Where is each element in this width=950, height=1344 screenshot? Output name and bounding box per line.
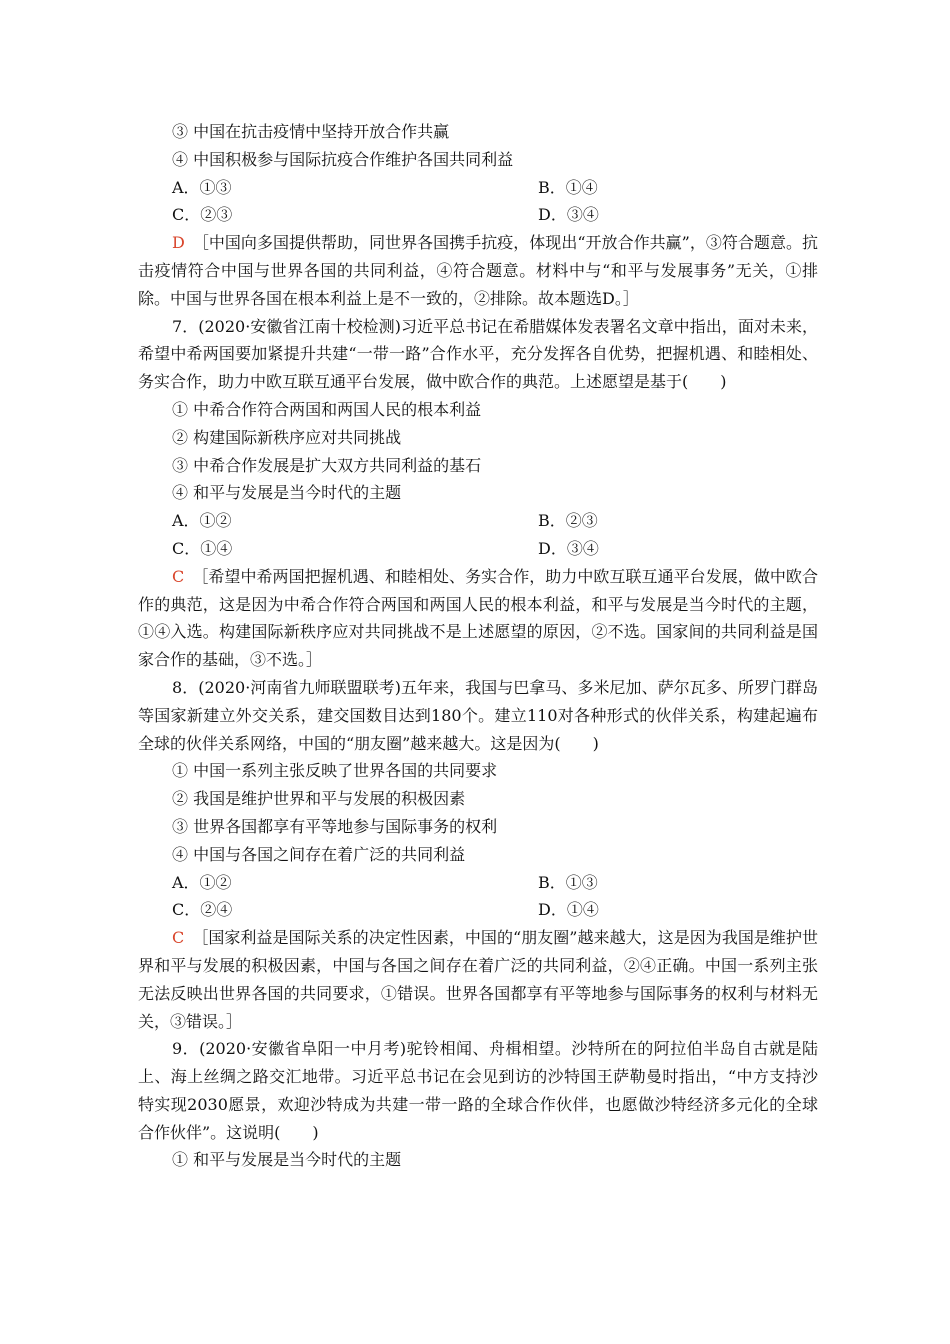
q7-item-1: ① 中希合作符合两国和两国人民的根本利益: [172, 399, 482, 419]
q6-option-b: B．①④: [538, 177, 598, 197]
q8-answer-letter: C: [172, 928, 185, 948]
q7-answer-letter: C: [172, 566, 185, 586]
q8-option-a: A．①②: [172, 872, 232, 892]
q9-stem: 9．(2020·安徽省阜阳一中月考)驼铃相闻、舟楫相望。沙特所在的阿拉伯半岛自古就是陆上、海上丝绸之路交汇地带。习近平总书记在会见到访的沙特国王萨勒曼时指出，“中方支持沙特实现2030愿景，欢迎沙特成为共建一带一路的全球合作伙伴，也愿做沙特经济多元化的全球合作伙伴”。这说明( ): [138, 1039, 818, 1142]
q6-explanation: ［中国向多国提供帮助，同世界各国携手抗疫，体现出“开放合作共赢”，③符合题意。抗击疫情符合中国与世界各国的共同利益，④符合题意。材料中与“和平与发展事务”无关，①排除。中国与世界各国在根本利益上是不一致的，②排除。故本题选D。］: [138, 233, 818, 308]
q7-options-row-2: [138, 535, 818, 563]
q7-options-row-1: [138, 507, 818, 535]
q7-item-4: ④ 和平与发展是当今时代的主题: [172, 483, 402, 503]
q6-option-a: A．①③: [172, 177, 232, 197]
q7-option-c: C．①④: [172, 538, 233, 558]
question-8: [138, 674, 818, 1035]
q6-item-3: ③ 中国在抗击疫情中坚持开放合作共赢: [172, 122, 450, 141]
q7-item-3: ③ 中希合作发展是扩大双方共同利益的基石: [172, 455, 482, 475]
question-6: [138, 118, 818, 313]
question-7: [138, 313, 818, 674]
q7-explanation: ［希望中希两国把握机遇、和睦相处、务实合作，助力中欧互联互通平台发展，做中欧合作的典范，这是因为中希合作符合两国和两国人民的根本利益，和平与发展是当今时代的主题，①④入选。构建国际新秩序应对共同挑战不是上述愿望的原因，②不选。国家间的共同利益是国家合作的基础，③不选。］: [138, 566, 818, 670]
q8-item-1: ① 中国一系列主张反映了世界各国的共同要求: [172, 761, 498, 781]
q6-options-row-1: [138, 174, 818, 202]
q7-option-d: D．③④: [538, 538, 599, 558]
document-page: [138, 118, 818, 1174]
q8-stem: 8．(2020·河南省九师联盟联考)五年来，我国与巴拿马、多米尼加、萨尔瓦多、所罗门群岛等国家新建立外交关系，建交国数目达到180个。建立110对各种形式的伙伴关系，构建起遍布全球的伙伴关系网络，中国的“朋友圈”越来越大。这是因为( ): [138, 677, 818, 753]
q8-answer: [138, 924, 818, 1035]
q9-item-1: ① 和平与发展是当今时代的主题: [172, 1150, 402, 1170]
q8-options-row-1: [138, 869, 818, 897]
q7-answer: [138, 563, 818, 674]
q7-option-b: B．②③: [538, 511, 598, 531]
q7-stem: 7．(2020·安徽省江南十校检测)习近平总书记在希腊媒体发表署名文章中指出，面对未来，希望中希两国要加紧提升共建“一带一路”合作水平，充分发挥各自优势，把握机遇、和睦相处、务实合作，助力中欧互联互通平台发展，做中欧合作的典范。上述愿望是基于( ): [138, 316, 818, 392]
q8-item-4: ④ 中国与各国之间存在着广泛的共同利益: [172, 844, 466, 864]
q7-option-a: A．①②: [172, 511, 232, 531]
q6-option-d: D．③④: [538, 205, 599, 225]
q8-explanation: ［国家利益是国际关系的决定性因素，中国的“朋友圈”越来越大，这是因为我国是维护世界和平与发展的积极因素，中国与各国之间存在着广泛的共同利益，②④正确。中国一系列主张无法反映出世界各国的共同要求，①错误。世界各国都享有平等地参与国际事务的权利与材料无关，③错误。］: [138, 928, 818, 1031]
q6-item-4: ④ 中国积极参与国际抗疫合作维护各国共同利益: [172, 149, 514, 169]
question-9: [138, 1035, 818, 1174]
q8-option-d: D．①④: [538, 900, 599, 920]
q8-options-row-2: [138, 896, 818, 924]
q8-item-3: ③ 世界各国都享有平等地参与国际事务的权利: [172, 816, 498, 836]
q6-answer: [138, 229, 818, 312]
q6-answer-letter: D: [172, 233, 185, 253]
q6-option-c: C．②③: [172, 205, 233, 225]
q6-options-row-2: [138, 201, 818, 229]
q8-option-b: B．①③: [538, 872, 598, 892]
q8-item-2: ② 我国是维护世界和平与发展的积极因素: [172, 789, 466, 809]
q7-item-2: ② 构建国际新秩序应对共同挑战: [172, 427, 402, 447]
q8-option-c: C．②④: [172, 900, 233, 920]
